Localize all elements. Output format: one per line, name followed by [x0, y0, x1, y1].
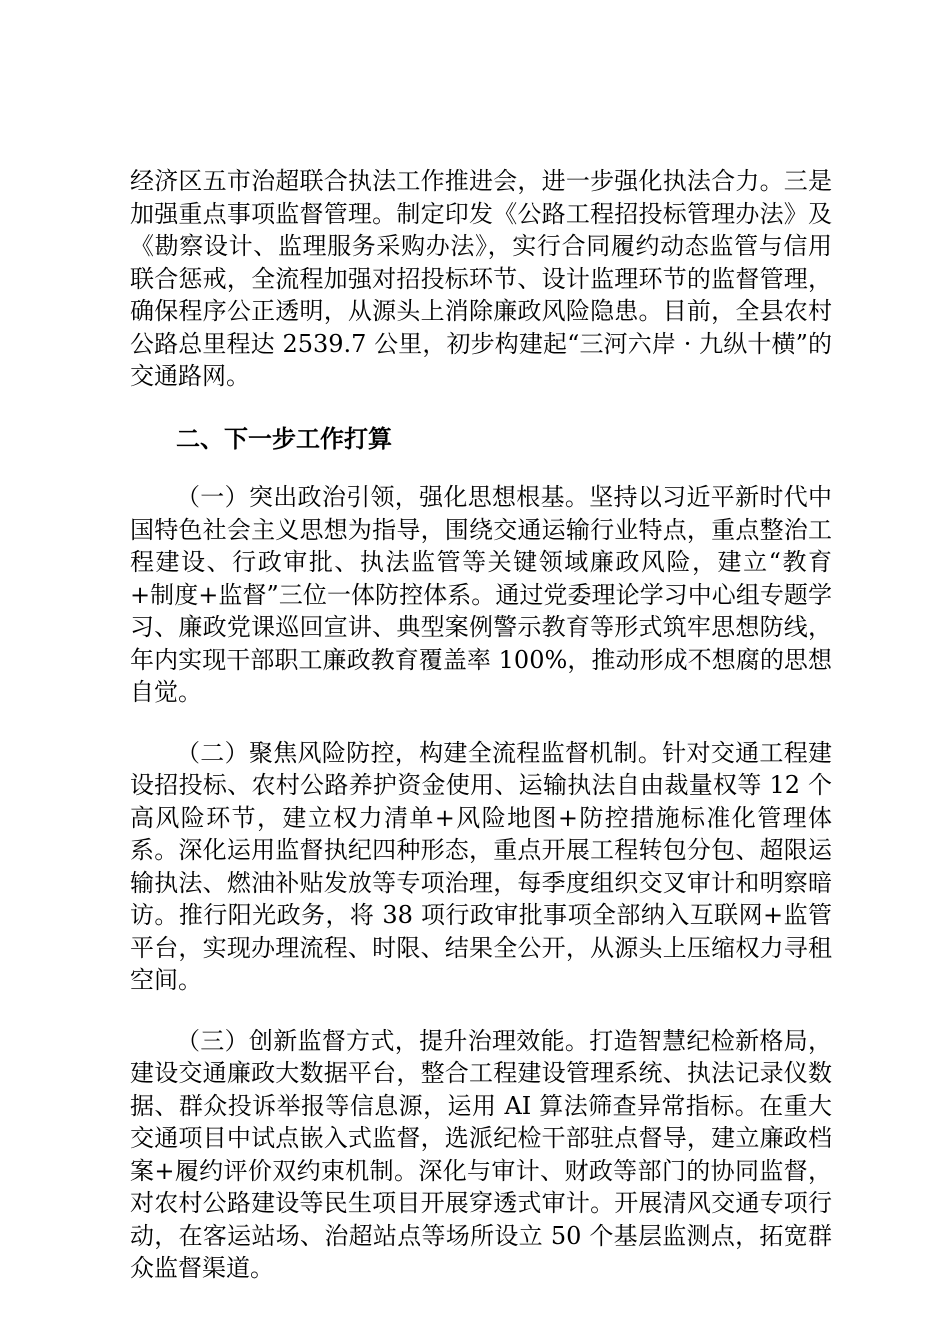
document-body [130, 165, 832, 1285]
paragraph-risk-control: （二）聚焦风险防控，构建全流程监督机制。针对交通工程建设招投标、农村公路养护资金使用、运输执法自由裁量权等 12 个高风险环节，建立权力清单+风险地图+防控措施标准化管理体系。深化运用监督执纪四种形态，重点开展工程转包分包、超限运输执法、燃油补贴发放等专项治理，每季度组织交叉审计和明察暗访。推行阳光政务，将 38 项行政审批事项全部纳入互联网+监管平台，实现办理流程、时限、结果全公开，从源头上压缩权力寻租空间。 [130, 738, 832, 994]
paragraph-supervision-innovation: （三）创新监督方式，提升治理效能。打造智慧纪检新格局，建设交通廉政大数据平台，整合工程建设管理系统、执法记录仪数据、群众投诉举报等信息源，运用 AI 算法筛查异常指标。在重大交通项目中试点嵌入式监督，选派纪检干部驻点督导，建立廉政档案+履约评价双约束机制。深化与审计、财政等部门的协同监督，对农村公路建设等民生项目开展穿透式审计。开展清风交通专项行动，在客运站场、治超站点等场所设立 50 个基层监测点，拓宽群众监督渠道。 [130, 1026, 832, 1282]
paragraph-intro: 经济区五市治超联合执法工作推进会，进一步强化执法合力。三是加强重点事项监督管理。制定印发《公路工程招投标管理办法》及《勘察设计、监理服务采购办法》，实行合同履约动态监管与信用联合惩戒，全流程加强对招投标环节、设计监理环节的监督管理，确保程序公正透明，从源头上消除廉政风险隐患。目前，全县农村公路总里程达 2539.7 公里，初步构建起“三河六岸 · 九纵十横”的交通路网。 [130, 167, 832, 390]
section-heading: 二、下一步工作打算 [176, 424, 392, 453]
paragraph-political-guidance: （一）突出政治引领，强化思想根基。坚持以习近平新时代中国特色社会主义思想为指导，围绕交通运输行业特点，重点整治工程建设、行政审批、执法监管等关键领域廉政风险，建立“教育+制度+监督”三位一体防控体系。通过党委理论学习中心组专题学习、廉政党课巡回宣讲、典型案例警示教育等形式筑牢思想防线，年内实现干部职工廉政教育覆盖率 100%，推动形成不想腐的思想自觉。 [130, 483, 832, 706]
